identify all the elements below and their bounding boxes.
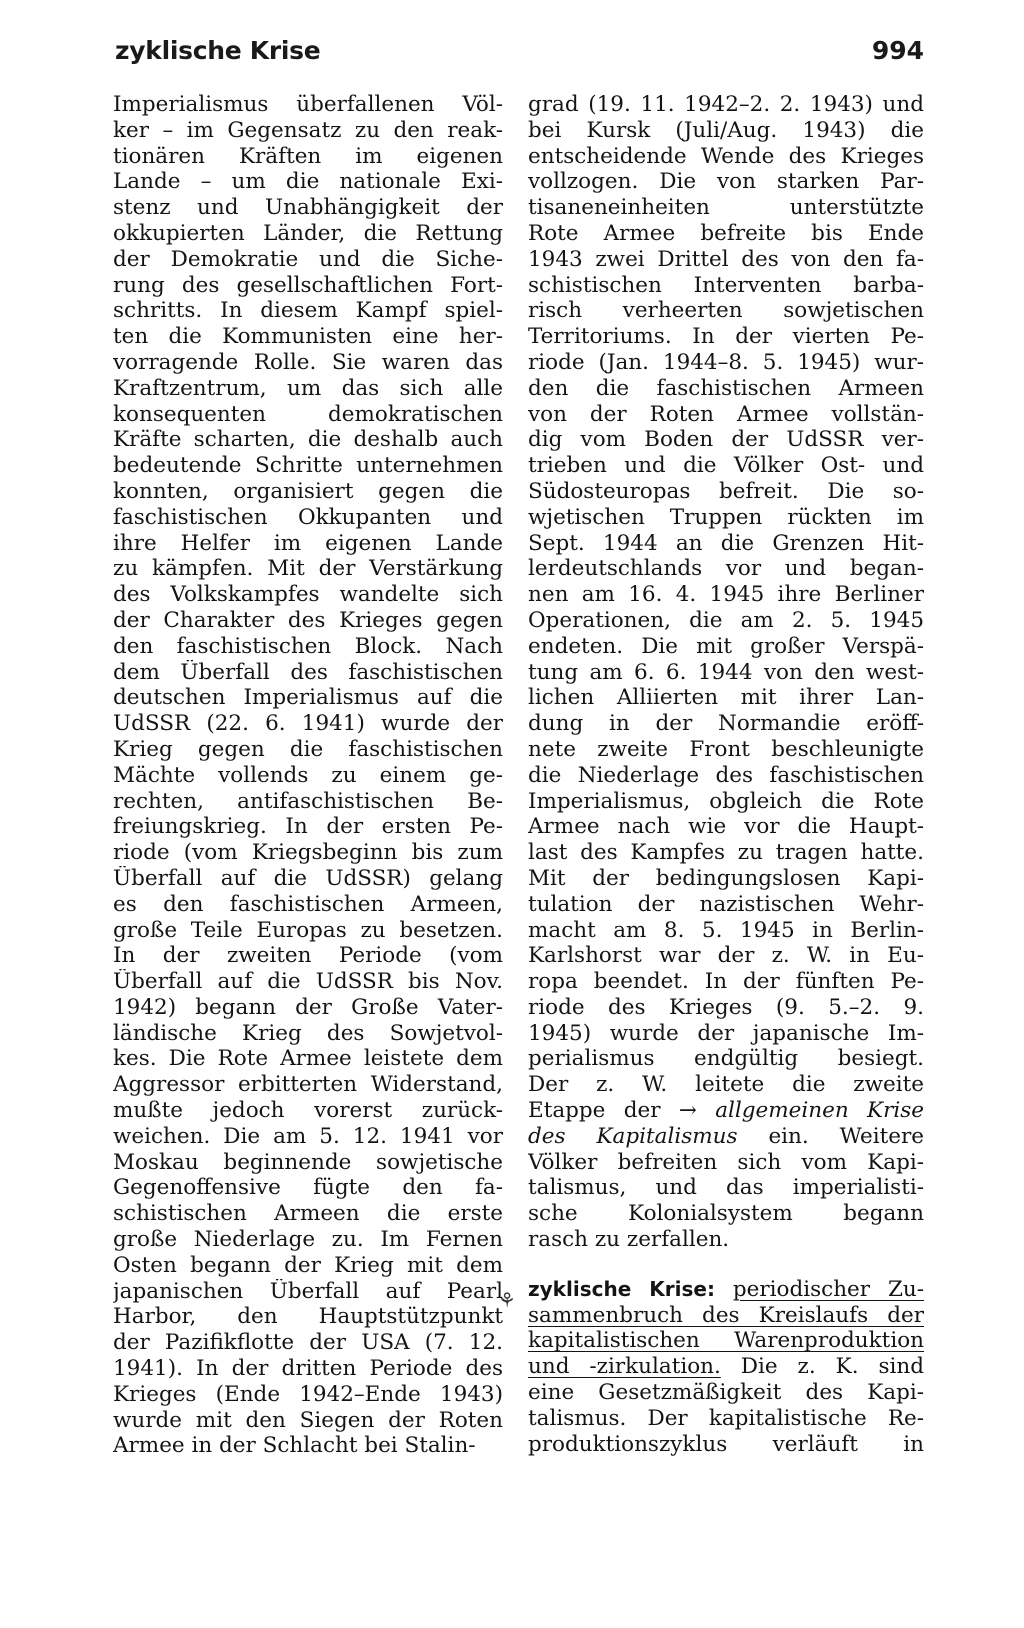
text-line: Armee in der Schlacht bei Stalin-	[113, 1433, 476, 1459]
text-line: Osten begann der Krieg mit dem	[113, 1252, 503, 1278]
text-line: Aggressor erbitterten Widerstand,	[113, 1072, 503, 1098]
text-line: UdSSR (22. 6. 1941) wurde der	[113, 711, 503, 737]
text-line: der Demokratie und die Siche-	[113, 246, 503, 272]
text-line: den die faschistischen Armeen	[528, 375, 924, 401]
text-line: nen am 16. 4. 1945 ihre Berliner	[528, 582, 924, 608]
text-line: Imperialismus überfallenen Völ-	[113, 92, 503, 117]
text-line: Rote Armee befreite bis Ende	[528, 220, 924, 246]
text-line: rung des gesellschaftlichen Fort-	[113, 272, 503, 298]
entry-line-3: kapitalistischen Warenproduktion	[528, 1328, 924, 1354]
text-line: japanischen Überfall auf Pearl	[113, 1278, 503, 1304]
text-line: schistischen Armeen die erste	[113, 1201, 503, 1227]
text-line: entscheidende Wende des Krieges	[528, 143, 924, 169]
text-line: Südosteuropas befreit. Die so-	[528, 478, 924, 504]
text-line: dung in der Normandie eröff-	[528, 711, 924, 737]
text-line: bedeutende Schritte unternehmen	[113, 453, 503, 479]
text-line: Überfall auf die UdSSR bis Nov.	[113, 969, 503, 995]
text-line: zu kämpfen. Mit der Verstärkung	[113, 556, 503, 582]
text-line: last des Kampfes zu tragen hatte.	[528, 840, 924, 866]
text-line: konsequenten demokratischen	[113, 401, 503, 427]
margin-flower-icon: ⚘	[498, 1288, 516, 1312]
text-line: wurde mit den Siegen der Roten	[113, 1407, 503, 1433]
text-line: Gegenoffensive fügte den fa-	[113, 1175, 503, 1201]
text-line: Armee nach wie vor die Haupt-	[528, 814, 924, 840]
text-line: Karlshorst war der z. W. in Eu-	[528, 943, 924, 969]
text-line: ten die Kommunisten eine her-	[113, 324, 503, 350]
text-line: Moskau beginnende sowjetische	[113, 1149, 503, 1175]
text-line: Sept. 1944 an die Grenzen Hit-	[528, 530, 924, 556]
entry-line-4: und -zirkulation. Die z. K. sind	[528, 1354, 924, 1380]
text-line: stenz und Unabhängigkeit der	[113, 195, 503, 221]
text-line: lerdeutschlands vor und began-	[528, 556, 924, 582]
text-line: Kräfte scharten, die deshalb auch	[113, 427, 503, 453]
page-number: 994	[871, 36, 924, 65]
entry-line-2: sammenbruch des Kreislaufs der	[528, 1302, 924, 1328]
text-line: wjetischen Truppen rückten im	[528, 504, 924, 530]
text-line: 1943 zwei Drittel des von den fa-	[528, 246, 924, 272]
text-line: vorragende Rolle. Sie waren das	[113, 349, 503, 375]
text-line: ländische Krieg des Sowjetvol-	[113, 1020, 503, 1046]
entry-line-1: zyklische Krise: periodischer Zu-	[528, 1276, 924, 1302]
text-line: der Charakter des Krieges gegen	[113, 607, 503, 633]
text-line: kes. Die Rote Armee leistete dem	[113, 1046, 503, 1072]
text-line: sche Kolonialsystem begann	[528, 1201, 924, 1227]
text-line: talismus. Der kapitalistische Re-	[528, 1405, 924, 1431]
text-line: endeten. Die mit großer Verspä-	[528, 633, 924, 659]
text-line: freiungskrieg. In der ersten Pe-	[113, 814, 503, 840]
text-line: lichen Alliierten mit ihrer Lan-	[528, 685, 924, 711]
text-line: riode des Krieges (9. 5.–2. 9.	[528, 994, 924, 1020]
text-line: Krieges (Ende 1942–Ende 1943)	[113, 1381, 503, 1407]
text-line: rasch zu zerfallen.	[528, 1227, 730, 1253]
text-line: Territoriums. In der vierten Pe-	[528, 324, 924, 350]
text-line: Lande – um die nationale Exi-	[113, 169, 503, 195]
text-line: dig vom Boden der UdSSR ver-	[528, 427, 924, 453]
text-line: 1945) wurde der japanische Im-	[528, 1020, 924, 1046]
text-line: tisaneneinheiten unterstützte	[528, 195, 924, 221]
text-line: schritts. In diesem Kampf spiel-	[113, 298, 503, 324]
text-line: des Volkskampfes wandelte sich	[113, 582, 503, 608]
text-line: Krieg gegen die faschistischen	[113, 736, 503, 762]
right-column	[528, 92, 924, 1457]
etappe-line-2: des Kapitalismus ein. Weitere	[528, 1123, 924, 1149]
text-line: tulation der nazistischen Wehr-	[528, 891, 924, 917]
text-line: ihre Helfer im eigenen Lande	[113, 530, 503, 556]
text-line: 1941). In der dritten Periode des	[113, 1356, 503, 1382]
text-line: eine Gesetzmäßigkeit des Kapi-	[528, 1380, 924, 1406]
text-line: vollzogen. Die von starken Par-	[528, 169, 924, 195]
text-line: Kraftzentrum, um das sich alle	[113, 375, 503, 401]
text-line: faschistischen Okkupanten und	[113, 504, 503, 530]
text-line: okkupierten Länder, die Rettung	[113, 220, 503, 246]
text-line: talismus, und das imperialisti-	[528, 1175, 924, 1201]
text-line: Operationen, die am 2. 5. 1945	[528, 607, 924, 633]
text-line: nete zweite Front beschleunigte	[528, 736, 924, 762]
text-line: große Teile Europas zu besetzen.	[113, 917, 503, 943]
text-line: Harbor, den Hauptstützpunkt	[113, 1304, 503, 1330]
text-line: rechten, antifaschistischen Be-	[113, 788, 503, 814]
text-line: von der Roten Armee vollstän-	[528, 401, 924, 427]
text-line: bei Kursk (Juli/Aug. 1943) die	[528, 117, 924, 143]
left-column	[113, 92, 503, 1459]
text-line: macht am 8. 5. 1945 in Berlin-	[528, 917, 924, 943]
text-line: die Niederlage des faschistischen	[528, 762, 924, 788]
text-line: trieben und die Völker Ost- und	[528, 453, 924, 479]
text-line: tionären Kräften im eigenen	[113, 143, 503, 169]
text-line: Mächte vollends zu einem ge-	[113, 762, 503, 788]
text-line: Überfall auf die UdSSR) gelang	[113, 865, 503, 891]
text-line: mußte jedoch vorerst zurück-	[113, 1098, 503, 1124]
etappe-line: Etappe der → allgemeinen Krise	[528, 1098, 924, 1124]
text-line: weichen. Die am 5. 12. 1941 vor	[113, 1123, 503, 1149]
text-line: ropa beendet. In der fünften Pe-	[528, 969, 924, 995]
text-line: Mit der bedingungslosen Kapi-	[528, 865, 924, 891]
text-line: tung am 6. 6. 1944 von den west-	[528, 659, 924, 685]
text-line: Imperialismus, obgleich die Rote	[528, 788, 924, 814]
text-line: riode (vom Kriegsbeginn bis zum	[113, 840, 503, 866]
text-line: deutschen Imperialismus auf die	[113, 685, 503, 711]
entry-term: zyklische Krise:	[528, 1276, 715, 1301]
text-line: konnten, organisiert gegen die	[113, 478, 503, 504]
text-line: Völker befreiten sich vom Kapi-	[528, 1149, 924, 1175]
text-line: den faschistischen Block. Nach	[113, 633, 503, 659]
text-line: ker – im Gegensatz zu den reak-	[113, 117, 503, 143]
text-line: große Niederlage zu. Im Fernen	[113, 1227, 503, 1253]
text-line: der Pazifikflotte der USA (7. 12.	[113, 1330, 503, 1356]
text-line: In der zweiten Periode (vom	[113, 943, 503, 969]
text-line: Der z. W. leitete die zweite	[528, 1072, 924, 1098]
running-head: zyklische Krise	[115, 36, 321, 65]
text-line: 1942) begann der Große Vater-	[113, 994, 503, 1020]
text-line: dem Überfall des faschistischen	[113, 659, 503, 685]
text-line: risch verheerten sowjetischen	[528, 298, 924, 324]
text-line: grad (19. 11. 1942–2. 2. 1943) und	[528, 92, 924, 117]
text-line: riode (Jan. 1944–8. 5. 1945) wur-	[528, 349, 924, 375]
text-line: perialismus endgültig besiegt.	[528, 1046, 924, 1072]
text-line: schistischen Interventen barba-	[528, 272, 924, 298]
text-line: produktionszyklus verläuft in	[528, 1431, 924, 1457]
text-line: es den faschistischen Armeen,	[113, 891, 503, 917]
